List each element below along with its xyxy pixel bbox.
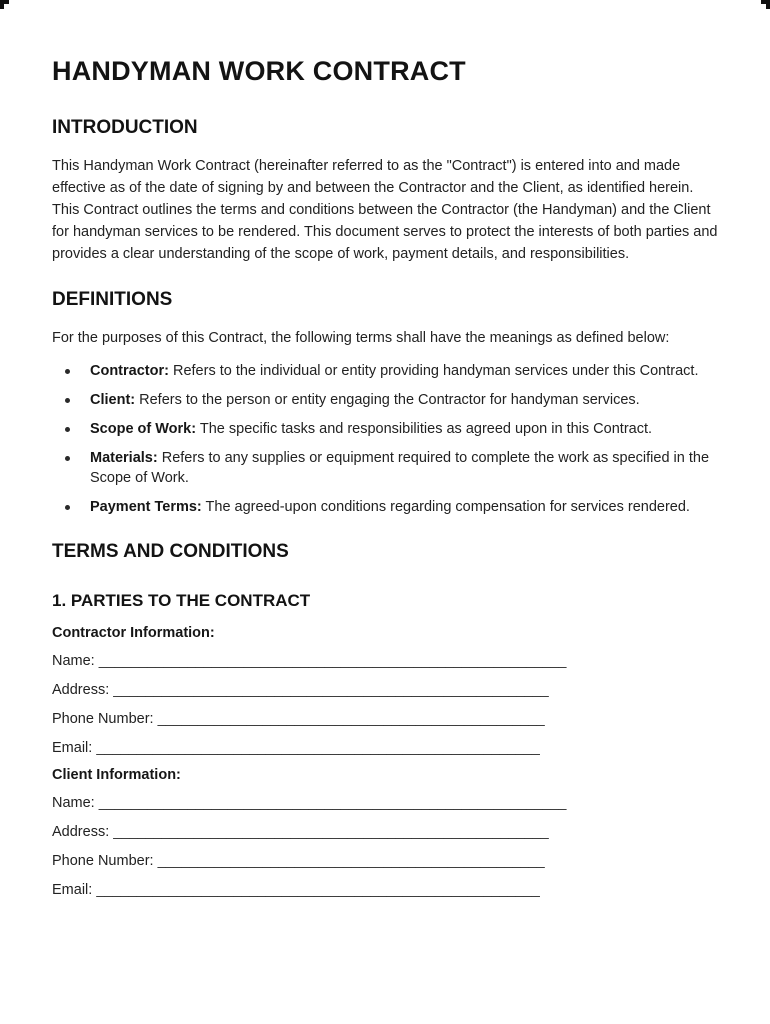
- field-row-contractor-phone: [52, 709, 718, 729]
- definition-item-scope-of-work: [52, 419, 718, 439]
- contractor-phone-blank[interactable]: ________________________________________________: [157, 711, 545, 727]
- crop-mark-top-right: [761, 0, 770, 9]
- field-row-contractor-name: [52, 651, 718, 671]
- field-label-name: Name:: [52, 795, 95, 811]
- field-row-contractor-address: [52, 680, 718, 700]
- contractor-information-heading: Contractor Information:: [52, 625, 215, 641]
- bullet-icon: [65, 505, 70, 510]
- definition-term: Scope of Work:: [90, 421, 197, 437]
- document-title: HANDYMAN WORK CONTRACT: [52, 56, 466, 86]
- introduction-heading: INTRODUCTION: [52, 117, 198, 138]
- field-label-phone-number: Phone Number:: [52, 711, 154, 727]
- terms-and-conditions-heading: TERMS AND CONDITIONS: [52, 541, 289, 562]
- field-label-email: Email:: [52, 882, 93, 898]
- definition-text: The specific tasks and responsibilities as agreed upon in this Contract.: [199, 421, 653, 437]
- client-information-heading: Client Information:: [52, 767, 181, 783]
- field-label-address: Address:: [52, 824, 110, 840]
- definition-text: The agreed-upon conditions regarding compensation for services rendered.: [205, 499, 690, 515]
- definition-term: Contractor:: [90, 363, 169, 379]
- definition-item-materials: [52, 448, 718, 488]
- contractor-email-blank[interactable]: _______________________________________________________: [96, 740, 540, 756]
- definition-term: Payment Terms:: [90, 499, 202, 515]
- field-row-client-phone: [52, 851, 718, 871]
- definition-text: Refers to the individual or entity providing handyman services under this Contract.: [172, 363, 699, 379]
- definitions-intro: For the purposes of this Contract, the following terms shall have the meanings as defined below:: [52, 330, 670, 346]
- field-label-phone-number: Phone Number:: [52, 853, 154, 869]
- field-row-client-address: [52, 822, 718, 842]
- field-row-client-name: [52, 793, 718, 813]
- definition-item-payment-terms: [52, 497, 718, 517]
- definition-text: Refers to the person or entity engaging the Contractor for handyman services.: [139, 392, 640, 408]
- definition-item-client: [52, 390, 718, 410]
- contractor-name-blank[interactable]: __________________________________________________________: [98, 653, 567, 669]
- client-email-blank[interactable]: _______________________________________________________: [96, 882, 540, 898]
- bullet-icon: [65, 369, 70, 374]
- client-name-blank[interactable]: __________________________________________________________: [98, 795, 567, 811]
- field-label-address: Address:: [52, 682, 110, 698]
- field-label-email: Email:: [52, 740, 93, 756]
- introduction-body: This Handyman Work Contract (hereinafter referred to as the "Contract") is entered into and made effective as of the date of signing by and between the Contractor and the Client, as identified herein. This Contract outlines the terms and conditions between the Contractor (the Handyman) and the Client for handyman services to be rendered. This document serves to protect the interests of both parties and provides a clear understanding of the scope of work, payment details, and responsibilities.: [52, 158, 718, 262]
- definition-text: Refers to any supplies or equipment required to complete the work as specified in the Scope of Work.: [90, 450, 710, 486]
- bullet-icon: [65, 456, 70, 461]
- parties-to-contract-heading: 1. PARTIES TO THE CONTRACT: [52, 591, 311, 610]
- client-phone-blank[interactable]: ________________________________________________: [157, 853, 545, 869]
- definition-term: Materials:: [90, 450, 158, 466]
- crop-mark-top-left: [0, 0, 9, 9]
- definitions-heading: DEFINITIONS: [52, 289, 173, 310]
- client-address-blank[interactable]: ______________________________________________________: [113, 824, 549, 840]
- field-label-name: Name:: [52, 653, 95, 669]
- bullet-icon: [65, 427, 70, 432]
- definition-term: Client:: [90, 392, 136, 408]
- bullet-icon: [65, 398, 70, 403]
- definitions-list: [52, 361, 718, 517]
- field-row-contractor-email: [52, 738, 718, 758]
- field-row-client-email: [52, 880, 718, 900]
- contractor-address-blank[interactable]: ______________________________________________________: [113, 682, 549, 698]
- definition-item-contractor: [52, 361, 718, 381]
